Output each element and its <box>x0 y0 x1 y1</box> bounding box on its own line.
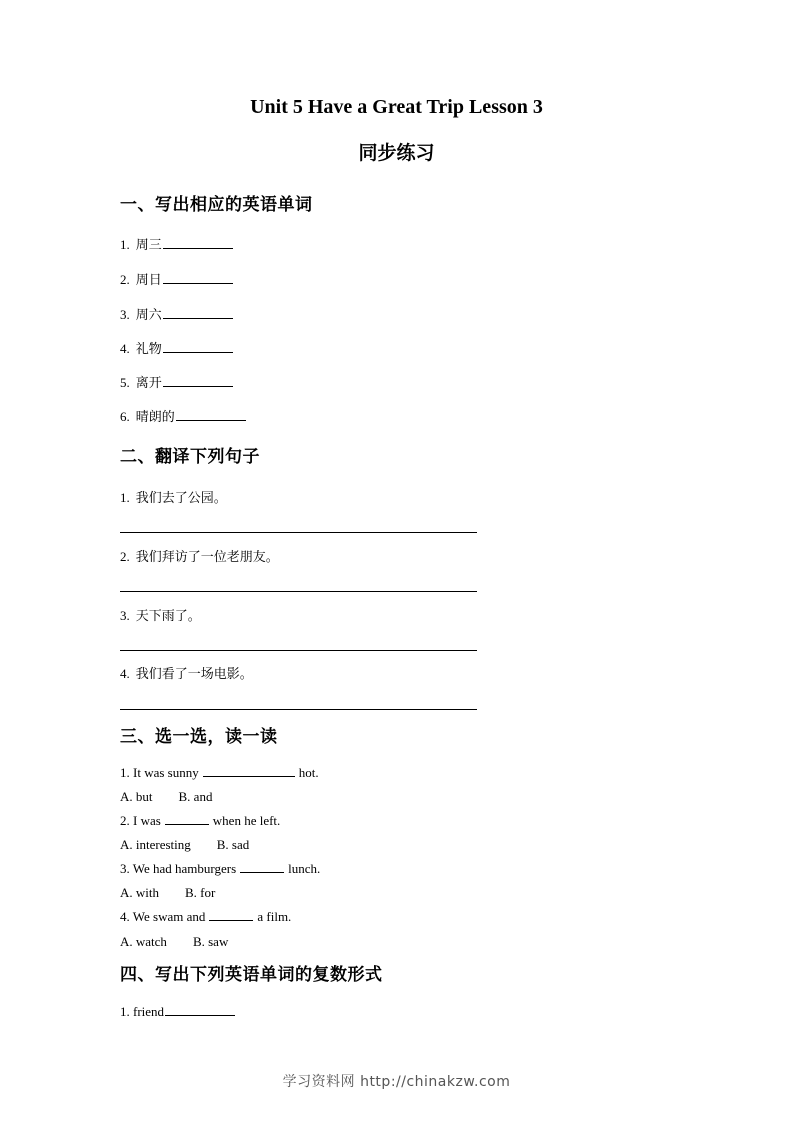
list-item: 6. 晴朗的 <box>120 406 246 425</box>
list-item: 4. 礼物 <box>120 338 233 357</box>
answer-blank[interactable] <box>209 909 253 921</box>
answer-blank[interactable] <box>163 271 233 284</box>
footer-watermark: 学习资料网 http://chinakzw.com <box>282 1074 511 1090</box>
options-line <box>120 837 249 853</box>
section-4-heading: 四、写出下列英语单词的复数形式 <box>120 965 383 985</box>
answer-blank[interactable] <box>165 813 209 825</box>
question-line: 1. It was sunny hot. <box>120 765 319 780</box>
answer-line[interactable] <box>120 650 477 651</box>
question-line: 2. I was when he left. <box>120 813 281 828</box>
option-a[interactable]: A. interesting <box>120 837 191 852</box>
answer-line[interactable] <box>120 591 477 592</box>
answer-blank[interactable] <box>240 861 284 873</box>
list-item: 1. 周三 <box>120 234 233 253</box>
option-b[interactable]: B. and <box>178 789 213 804</box>
section-3-heading: 三、选一选，读一读 <box>120 727 278 747</box>
question-line: 3. We had hamburgers lunch. <box>120 861 321 876</box>
answer-blank[interactable] <box>163 236 233 249</box>
option-a[interactable]: A. with <box>120 885 159 900</box>
options-line <box>120 934 228 950</box>
option-a[interactable]: A. watch <box>120 934 167 949</box>
page-subtitle: 同步练习 <box>358 142 435 164</box>
answer-blank[interactable] <box>163 340 233 353</box>
list-item: 1. 我们去了公园。 <box>120 490 227 506</box>
options-line <box>120 885 215 901</box>
list-item: 1. friend <box>120 1004 235 1020</box>
answer-blank[interactable] <box>176 408 246 421</box>
option-b[interactable]: B. for <box>185 885 216 900</box>
option-b[interactable]: B. saw <box>192 934 229 949</box>
answer-blank[interactable] <box>163 374 233 387</box>
list-item: 3. 周六 <box>120 304 233 323</box>
list-item: 5. 离开 <box>120 372 233 391</box>
answer-line[interactable] <box>120 709 477 710</box>
list-item: 3. 天下雨了。 <box>120 608 201 624</box>
answer-line[interactable] <box>120 532 477 533</box>
option-b[interactable]: B. sad <box>216 837 250 852</box>
section-2-heading: 二、翻译下列句子 <box>120 447 260 467</box>
page-title: Unit 5 Have a Great Trip Lesson 3 <box>250 96 543 118</box>
list-item: 4. 我们看了一场电影。 <box>120 666 253 682</box>
answer-blank[interactable] <box>165 1004 235 1016</box>
answer-blank[interactable] <box>163 306 233 319</box>
answer-blank[interactable] <box>203 765 295 777</box>
section-1-heading: 一、写出相应的英语单词 <box>120 195 313 215</box>
option-a[interactable]: A. but <box>120 789 153 804</box>
list-item: 2. 周日 <box>120 269 233 288</box>
question-line: 4. We swam and a film. <box>120 909 292 924</box>
options-line <box>120 789 212 805</box>
list-item: 2. 我们拜访了一位老朋友。 <box>120 549 279 565</box>
